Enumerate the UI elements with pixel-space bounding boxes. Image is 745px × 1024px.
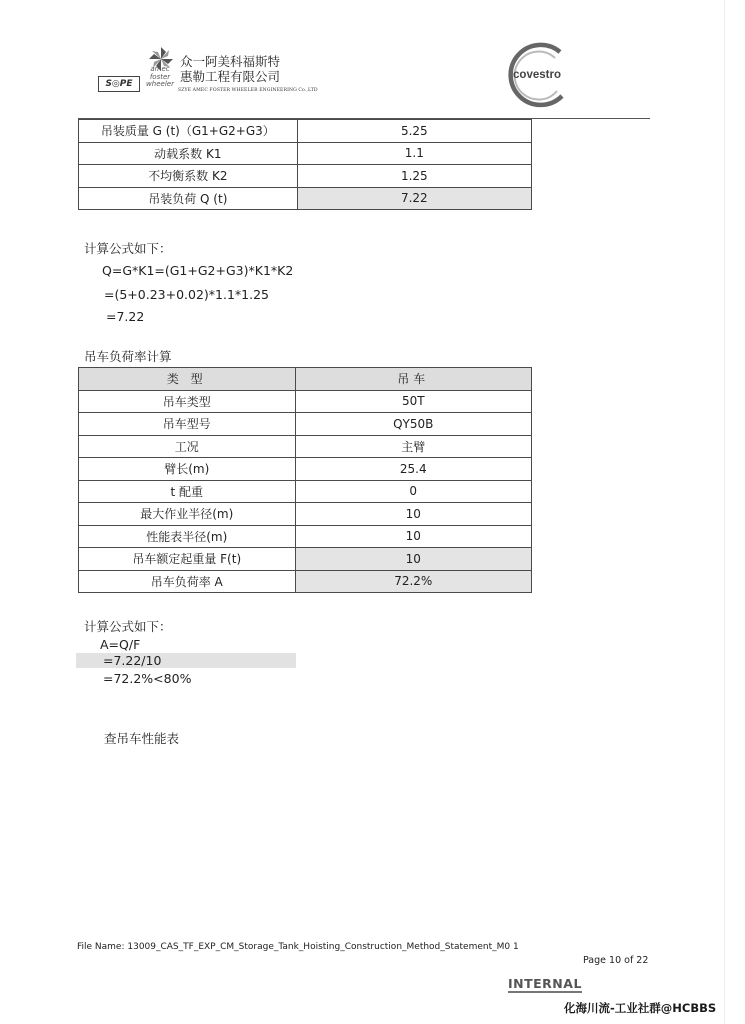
crane-section-title: 吊车负荷率计算: [84, 349, 172, 364]
table-cell-label: 吊车负荷率 A: [79, 570, 296, 593]
formula1-line: =7.22: [106, 309, 145, 324]
table-row: [79, 480, 532, 503]
crane-load-rate-table: [78, 367, 532, 593]
watermark-text: 化海川流-工业社群@HCBBS: [564, 1001, 717, 1015]
footer-file-name: File Name: 13009_CAS_TF_EXP_CM_Storage_Tank_Hoisting_Construction_Method_Statement_M0 1: [77, 942, 519, 952]
formula1-line: Q=G*K1=(G1+G2+G3)*K1*K2: [102, 263, 294, 278]
table-cell-value: 7.22: [297, 187, 531, 210]
table-row: [79, 390, 532, 413]
table-cell-label: 吊装质量 G (t)（G1+G2+G3）: [79, 120, 298, 143]
table-row: [79, 525, 532, 548]
classification-label: INTERNAL: [508, 976, 582, 991]
amec-foster-wheeler-logo-text: amec foster wheeler: [146, 65, 174, 88]
check-performance-table-note: 查吊车性能表: [104, 731, 180, 746]
hoisting-load-table: [78, 119, 532, 210]
table-header-cell: 吊车: [295, 368, 532, 391]
sope-logo: S◎PE: [98, 76, 140, 92]
company-name-cn: 众一阿美科福斯特 惠勒工程有限公司: [180, 54, 281, 84]
table-cell-value: 25.4: [295, 458, 532, 481]
table-cell-label: 吊装负荷 Q (t): [79, 187, 298, 210]
table-cell-label: 臂长(m): [79, 458, 296, 481]
table-cell-label: 动载系数 K1: [79, 142, 298, 165]
table-cell-value: 50T: [295, 390, 532, 413]
table-cell-value: 主臂: [295, 435, 532, 458]
table-cell-label: 吊车额定起重量 F(t): [79, 548, 296, 571]
formula2-line: =72.2%<80%: [103, 671, 192, 686]
table-cell-label: 吊车型号: [79, 413, 296, 436]
table-cell-value: QY50B: [295, 413, 532, 436]
table-row: [79, 142, 532, 165]
table-cell-value: 10: [295, 503, 532, 526]
table-cell-value: 1.1: [297, 142, 531, 165]
table-header-row: [79, 368, 532, 391]
covestro-logo: [500, 38, 574, 112]
formula2-heading: 计算公式如下：: [84, 619, 172, 634]
table-header-cell: 类 型: [79, 368, 296, 391]
table-cell-value: 5.25: [297, 120, 531, 143]
covestro-logo-text: covestro: [513, 69, 561, 81]
table-cell-value: 0: [295, 480, 532, 503]
table-cell-label: 工况: [79, 435, 296, 458]
table-cell-label: 性能表半径(m): [79, 525, 296, 548]
company-name-en: SZYE AMEC FOSTER WHEELER ENGINEERING Co.,LTD: [178, 88, 318, 93]
table-row: [79, 503, 532, 526]
table-cell-label: 不均衡系数 K2: [79, 165, 298, 188]
table-row: [79, 165, 532, 188]
table-cell-label: 最大作业半径(m): [79, 503, 296, 526]
formula1-line: =(5+0.23+0.02)*1.1*1.25: [104, 287, 270, 302]
table-cell-value: 72.2%: [295, 570, 532, 593]
scan-edge-line: [724, 0, 725, 1024]
table-row: [79, 458, 532, 481]
footer-page-number: Page 10 of 22: [583, 955, 649, 966]
table-cell-value: 1.25: [297, 165, 531, 188]
table-cell-label: 吊车类型: [79, 390, 296, 413]
table-row: [79, 570, 532, 593]
table-row: [79, 120, 532, 143]
table-cell-label: t 配重: [79, 480, 296, 503]
table-cell-value: 10: [295, 548, 532, 571]
table-row: [79, 187, 532, 210]
formula1-heading: 计算公式如下：: [84, 241, 172, 256]
table-row: [79, 435, 532, 458]
table-cell-value: 10: [295, 525, 532, 548]
formula2-line-highlighted: =7.22/10: [76, 653, 296, 668]
company-logo-block: [98, 44, 318, 100]
table-row: [79, 413, 532, 436]
formula2-line: A=Q/F: [100, 637, 141, 652]
table-row: [79, 548, 532, 571]
